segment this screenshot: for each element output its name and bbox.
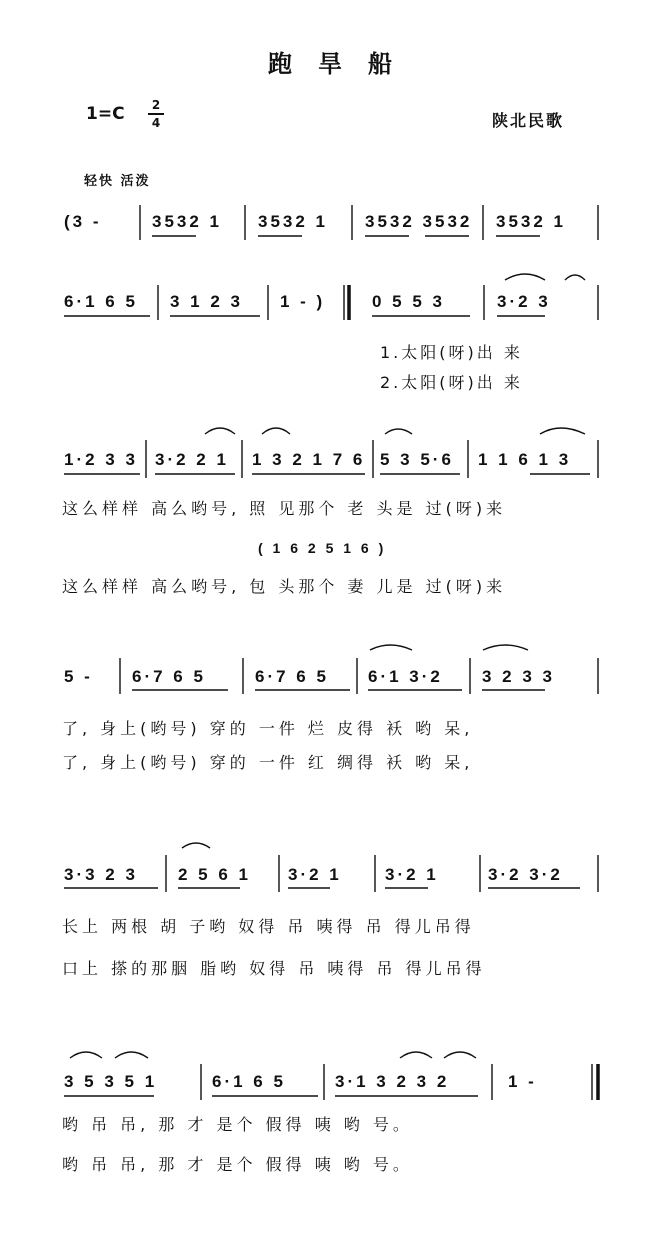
verse-1-line6: 哟 吊 吊, 那 才 是个 假得 咦 哟 号。 <box>62 1115 413 1134</box>
tempo-marking: 轻快 活泼 <box>84 174 151 189</box>
measure-20: 3 2 3 3 <box>482 667 555 686</box>
slur <box>444 1052 476 1058</box>
verse-1-line4: 了, 身上(哟号) 穿的 一件 烂 皮得 袄 哟 呆, <box>62 719 474 738</box>
slur <box>483 645 528 650</box>
measure-10: 3·2 3 <box>497 292 551 311</box>
measure-23: 3·2 1 <box>288 865 342 884</box>
measure-11: 1·2 3 3 <box>64 450 138 469</box>
slur <box>565 275 585 280</box>
measure-17: 6·7 6 5 <box>132 667 206 686</box>
measure-25: 3·2 3·2 <box>488 865 563 884</box>
variant-notes: ( 1 6 2 5 1 6 ) <box>258 540 387 556</box>
measure-12: 3·2 2 1 <box>155 450 229 469</box>
verse-2-line2: 2.太阳(呀)出 来 <box>380 373 523 392</box>
slur <box>262 428 290 434</box>
slur <box>182 843 210 848</box>
time-signature-bottom: 4 <box>151 116 161 130</box>
measure-8: 1 - ) <box>280 292 326 311</box>
slur <box>70 1052 102 1058</box>
verse-1-line2: 1.太阳(呀)出 来 <box>380 343 523 362</box>
measure-13: 1 3 2 1 7 6 <box>252 450 366 469</box>
measure-29: 1 - <box>508 1072 537 1091</box>
key-signature: 1=C <box>86 104 125 124</box>
measure-24: 3·2 1 <box>385 865 439 884</box>
slur <box>400 1052 432 1058</box>
measure-18: 6·7 6 5 <box>255 667 329 686</box>
measure-14: 5 3 5·6 <box>380 450 454 469</box>
measure-16: 5 - <box>64 667 93 686</box>
measure-27: 6·1 6 5 <box>212 1072 286 1091</box>
measure-22: 2 5 6 1 <box>178 865 251 884</box>
measure-19: 6·1 3·2 <box>368 667 443 686</box>
slur <box>505 274 545 280</box>
measure-26: 3 5 3 5 1 <box>64 1072 158 1091</box>
verse-2-line4: 了, 身上(哟号) 穿的 一件 红 绸得 袄 哟 呆, <box>62 753 474 772</box>
measure-3: 3532 1 <box>258 212 328 231</box>
measure-15: 1 1 6 1 3 <box>478 450 572 469</box>
measure-4: 3532 3532 <box>365 212 473 231</box>
measure-2: 3532 1 <box>152 212 222 231</box>
slur <box>370 645 412 650</box>
measure-6: 6·1 6 5 <box>64 292 138 311</box>
page-title: 跑旱船 <box>268 50 418 78</box>
verse-2-line3: 这么样样 高么哟号, 包 头那个 妻 儿是 过(呀)来 <box>62 577 507 596</box>
verse-1-line3: 这么样样 高么哟号, 照 见那个 老 头是 过(呀)来 <box>62 499 507 518</box>
measure-28: 3·1 3 2 3 2 <box>335 1072 450 1091</box>
measure-9: 0 5 5 3 <box>372 292 445 311</box>
time-signature-top: 2 <box>151 98 161 112</box>
slur <box>205 428 235 434</box>
verse-2-line6: 哟 吊 吊, 那 才 是个 假得 咦 哟 号。 <box>62 1155 413 1174</box>
measure-7: 3 1 2 3 <box>170 292 243 311</box>
slur <box>385 429 412 434</box>
slur <box>540 428 585 434</box>
verse-1-line5: 长上 两根 胡 子哟 奴得 吊 咦得 吊 得儿吊得 <box>62 917 475 936</box>
slur <box>115 1052 148 1058</box>
verse-2-line5: 口上 搽的那胭 脂哟 奴得 吊 咦得 吊 得儿吊得 <box>62 959 486 978</box>
measure-5: 3532 1 <box>496 212 566 231</box>
measure-1: (3 - <box>64 212 102 231</box>
song-source: 陕北民歌 <box>492 111 565 130</box>
measure-21: 3·3 2 3 <box>64 865 138 884</box>
